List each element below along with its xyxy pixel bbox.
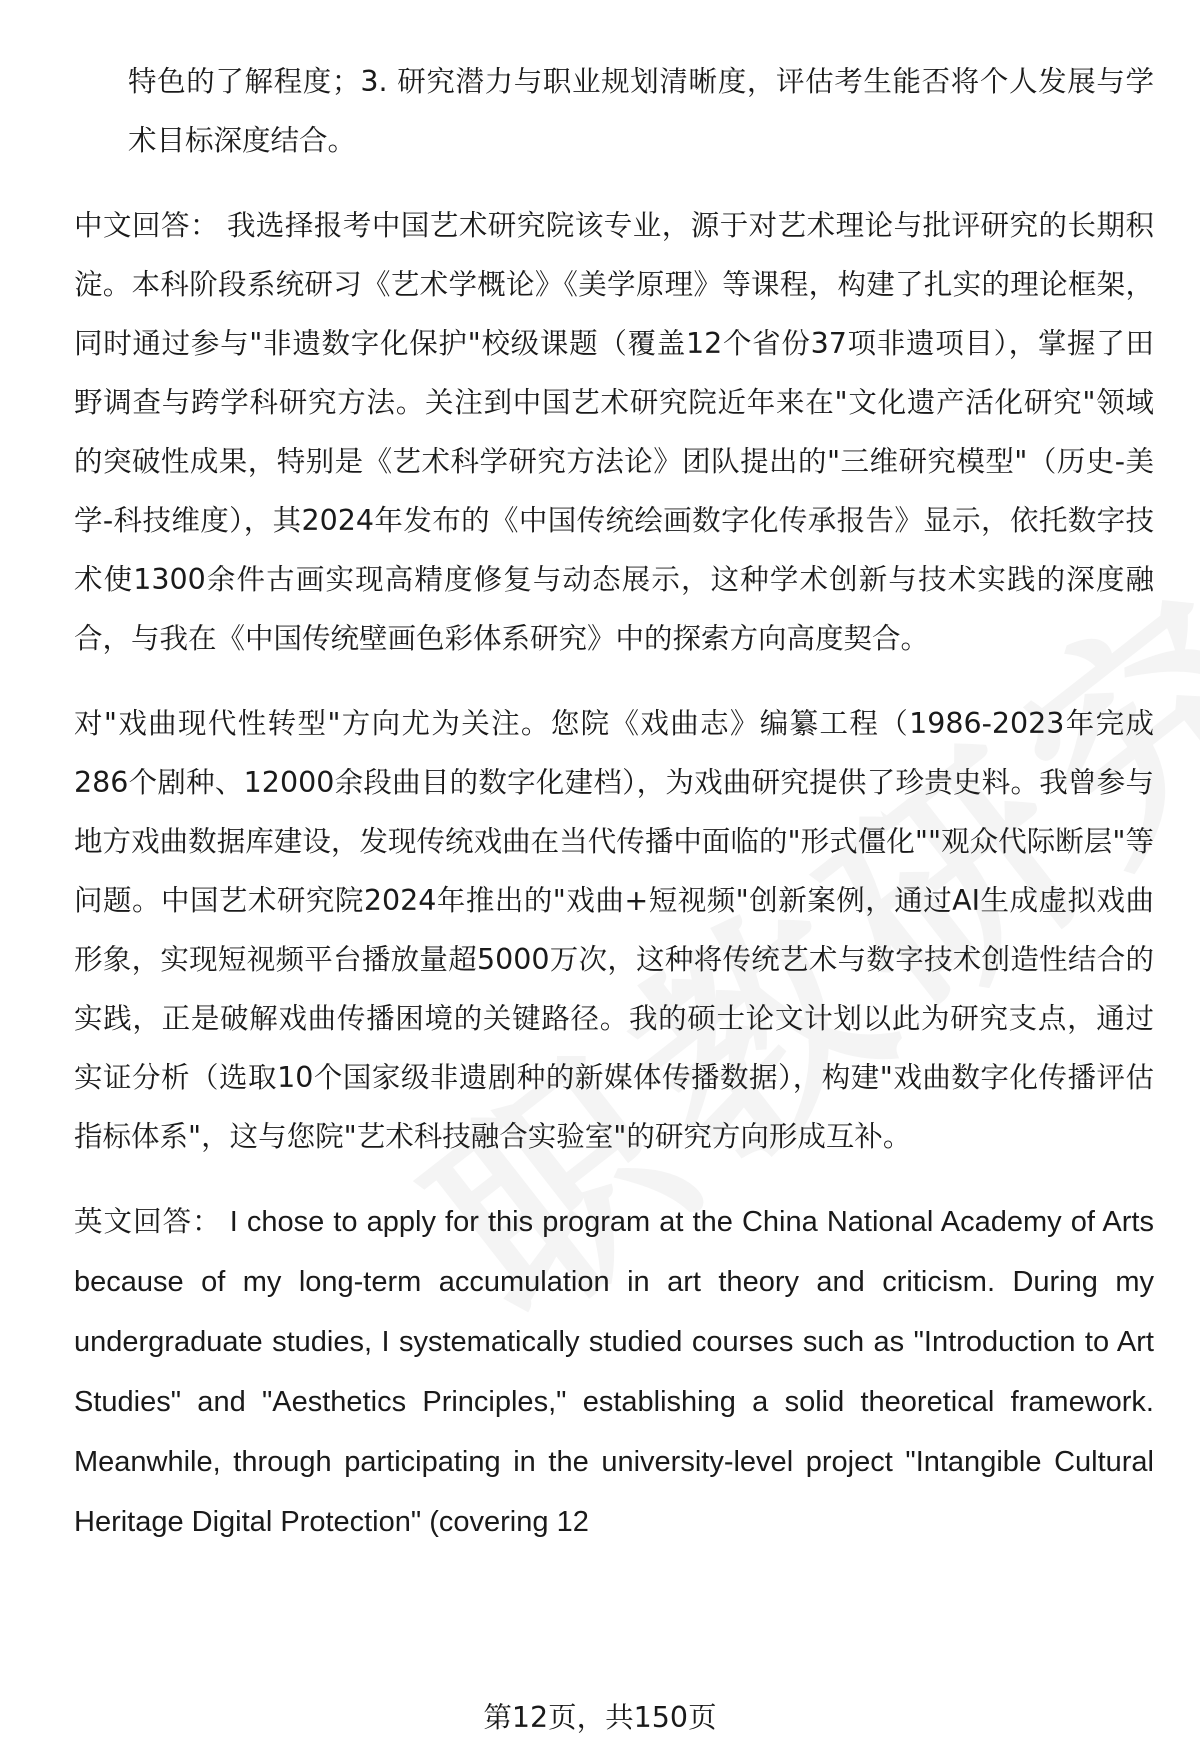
page-number-footer: 第12页，共150页 <box>483 1701 717 1734</box>
chinese-answer-text-1: 我选择报考中国艺术研究院该专业，源于对艺术理论与批评研究的长期积淀。本科阶段系统研习《艺术学概论》《美学原理》等课程，构建了扎实的理论框架，同时通过参与"非遗数字化保护"校级课题（覆盖12个省份37项非遗项目），掌握了田野调查与跨学科研究方法。关注到中国艺术研究院近年来在"文化遗产活化研究"领域的突破性成果，特别是《艺术科学研究方法论》团队提出的"三维研究模型"（历史-美学-科技维度），其2024年发布的《中国传统绘画数字化传承报告》显示，依托数字技术使1300余件古画实现高精度修复与动态展示，这种学术创新与技术实践的深度融合，与我在《中国传统壁画色彩体系研究》中的探索方向高度契合。 <box>74 209 1154 655</box>
english-answer-paragraph <box>74 1192 1154 1552</box>
chinese-answer-label: 中文回答： <box>74 209 219 242</box>
chinese-answer-paragraph-2: 对"戏曲现代性转型"方向尤为关注。您院《戏曲志》编纂工程（1986-2023年完成286个剧种、12000余段曲目的数字化建档），为戏曲研究提供了珍贵史料。我曾参与地方戏曲数据库建设，发现传统戏曲在当代传播中面临的"形式僵化""观众代际断层"等问题。中国艺术研究院2024年推出的"戏曲+短视频"创新案例，通过AI生成虚拟戏曲形象，实现短视频平台播放量超5000万次，这种将传统艺术与数字技术创造性结合的实践，正是破解戏曲传播困境的关键路径。我的硕士论文计划以此为研究支点，通过实证分析（选取10个国家级非遗剧种的新媒体传播数据），构建"戏曲数字化传播评估指标体系"，这与您院"艺术科技融合实验室"的研究方向形成互补。 <box>74 707 1154 1153</box>
chinese-answer-paragraph-1 <box>74 196 1154 668</box>
page-content <box>74 52 1154 1578</box>
english-answer-label: 英文回答： <box>74 1205 222 1238</box>
intro-tail-paragraph: 特色的了解程度；3. 研究潜力与职业规划清晰度，评估考生能否将个人发展与学术目标深度结合。 <box>128 65 1154 157</box>
english-answer-text: I chose to apply for this program at the China National Academy of Arts because of my long-term accumulation in art theory and criticism. During my undergraduate studies, I systematically studied courses such as "Introduction to Art Studies" and "Aesthetics Principles," establishing a solid theoretical framework. Meanwhile, through participating in the university-level project "Intangible Cultural Heritage Digital Protection" (covering 12 <box>74 1206 1154 1538</box>
